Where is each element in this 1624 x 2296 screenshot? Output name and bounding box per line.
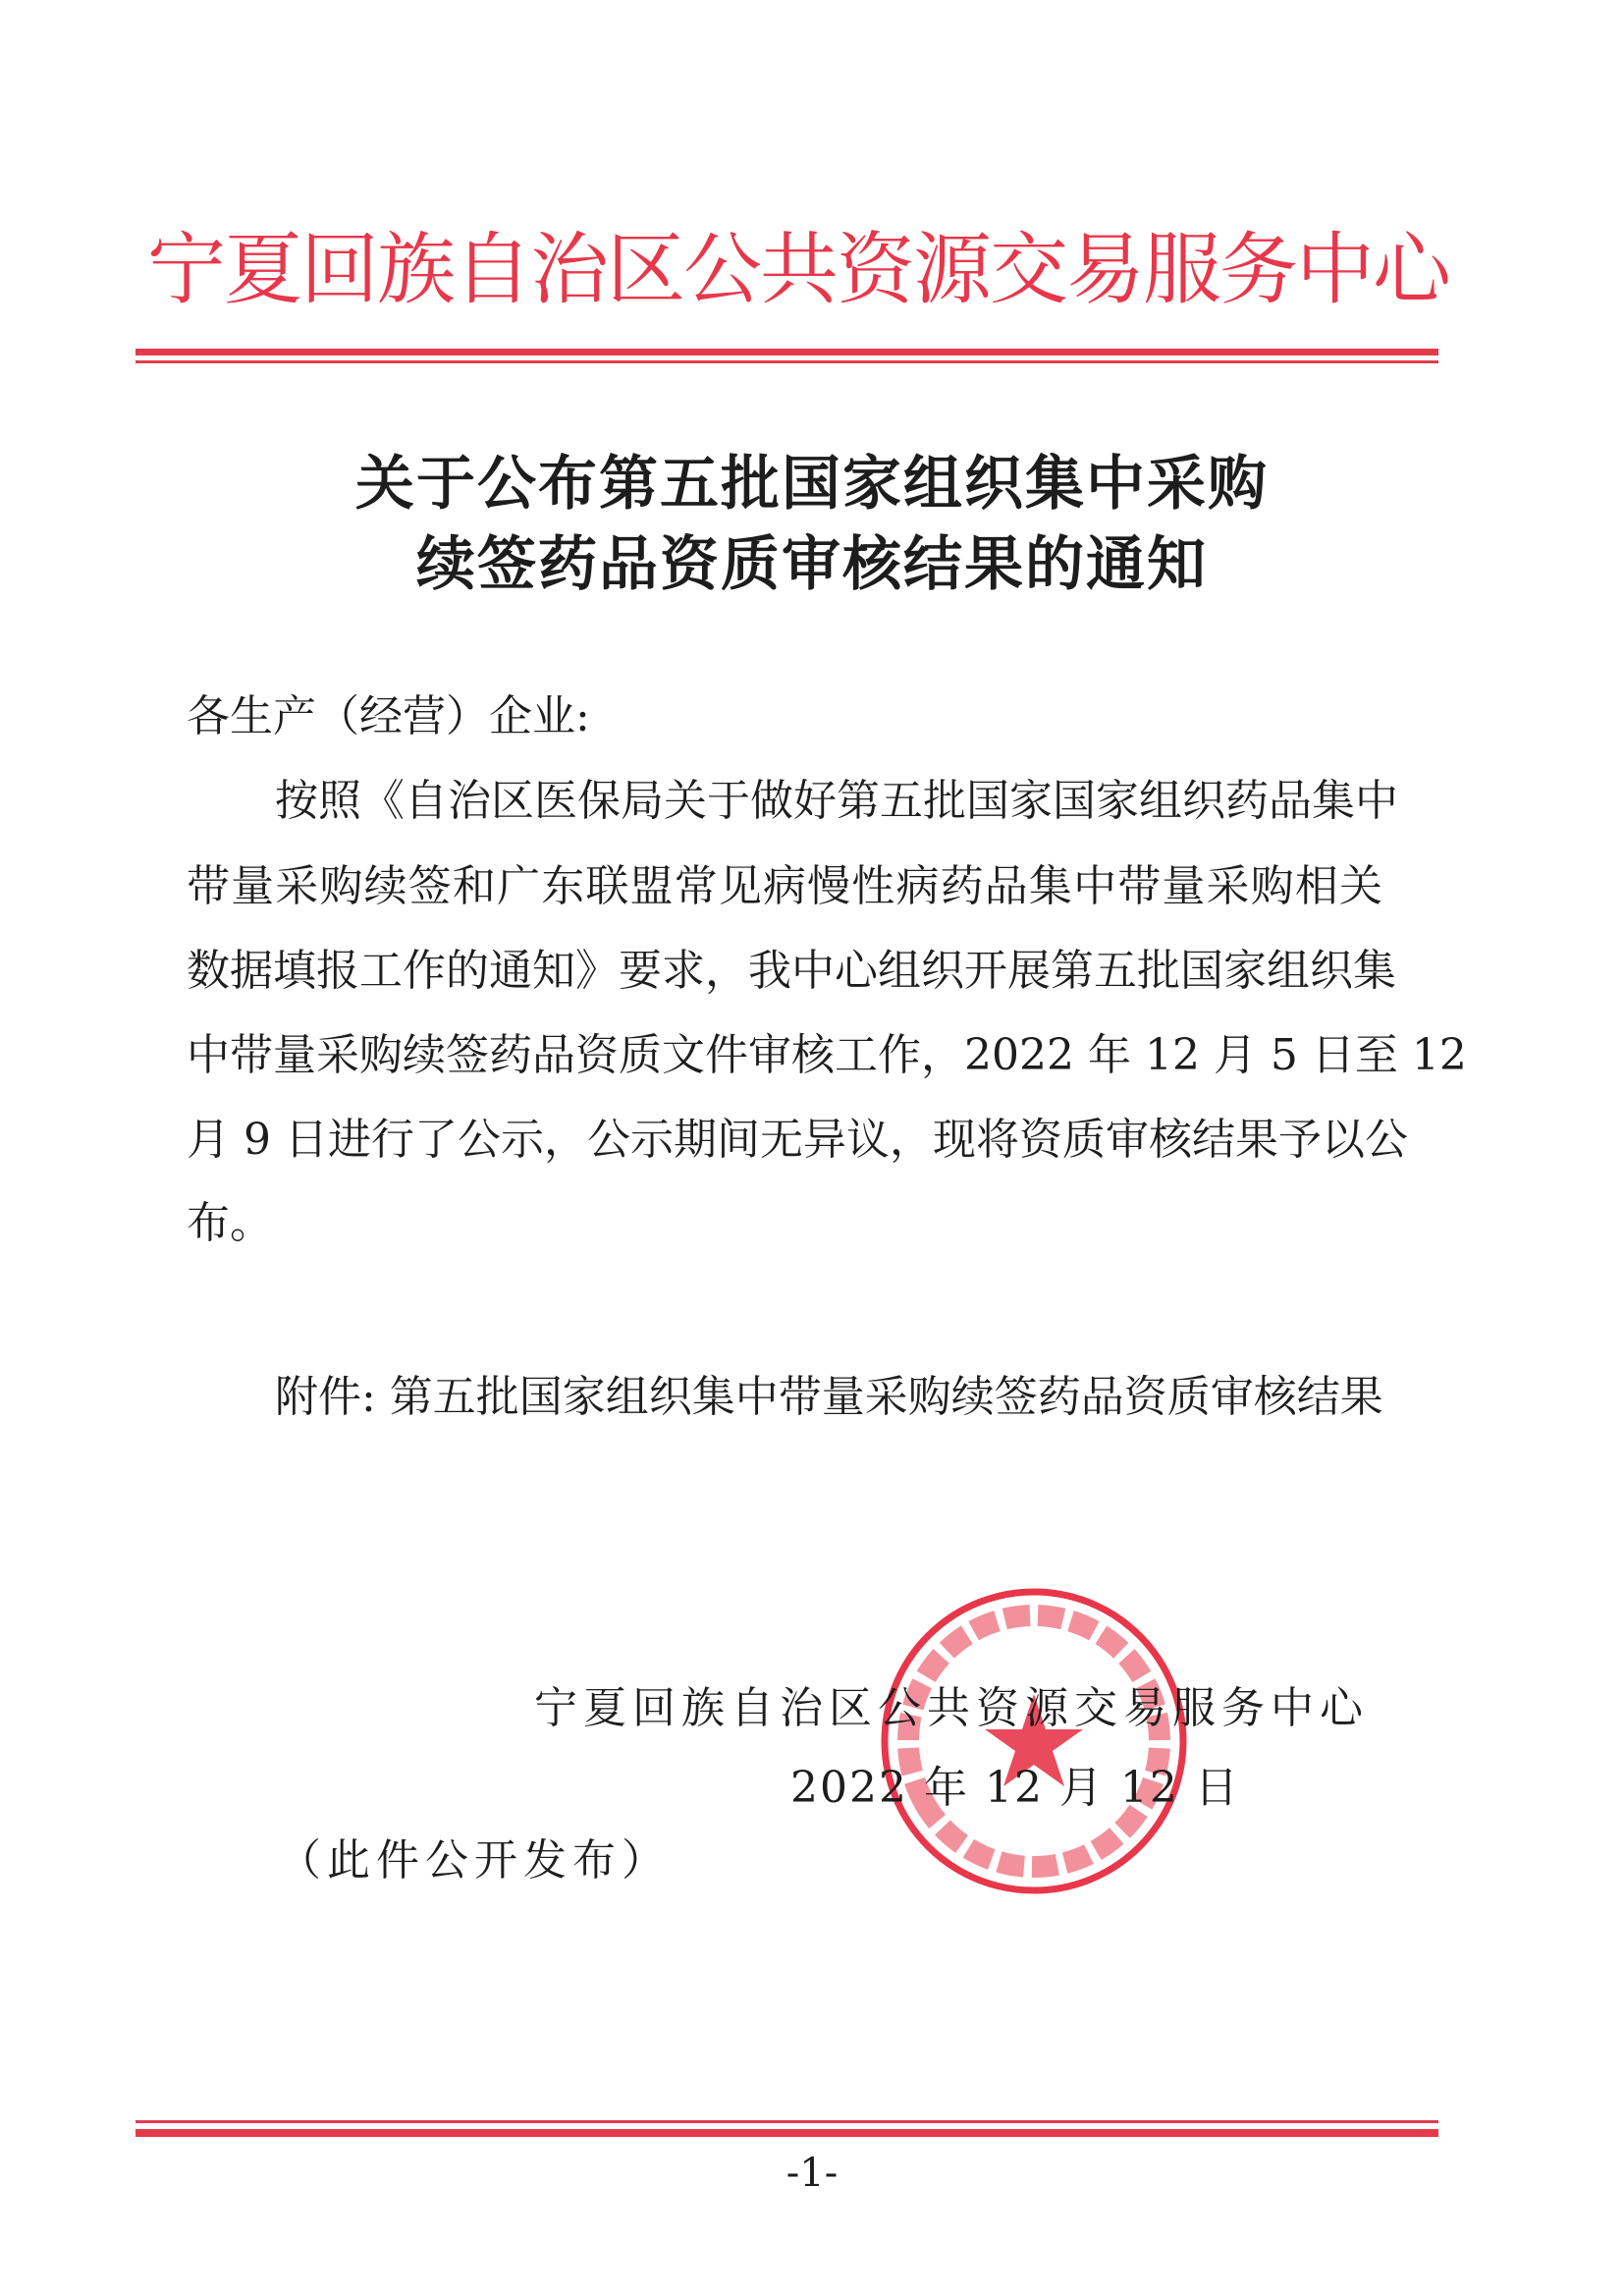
paragraph-line: 按照《自治区医保局关于做好第五批国家国家组织药品集中 [275,776,1398,826]
signature-organization: 宁夏回族自治区公共资源交易服务中心 [534,1683,1369,1733]
disclosure-note: （此件公开发布） [278,1835,671,1886]
letterhead-title: 宁夏回族自治区公共资源交易服务中心 [147,224,1449,315]
official-seal [877,1584,1191,1898]
signature-date: 2022 年 12 月 12 日 [790,1763,1240,1813]
salutation: 各生产（经营）企业: [187,691,590,741]
document-title-line1: 关于公布第五批国家组织集中采购 [355,450,1269,519]
paragraph-line: 布。 [187,1198,273,1248]
page-number: -1- [785,2151,839,2196]
paragraph-line: 带量采购续签和广东联盟常见病慢性病药品集中带量采购相关 [187,861,1382,911]
header-rule-thick [135,349,1438,355]
paragraph-line: 中带量采购续签药品资质文件审核工作，2022 年 12 月 5 日至 12 [187,1030,1467,1080]
paragraph-line: 数据填报工作的通知》要求，我中心组织开展第五批国家组织集 [187,946,1396,996]
document-title-line2: 续签药品资质审核结果的通知 [416,530,1208,599]
attachment-note: 附件: 第五批国家组织集中带量采购续签药品资质审核结果 [275,1372,1383,1422]
footer-rule-thin [135,2120,1438,2123]
footer-rule-thick [135,2129,1438,2137]
paragraph-line: 月 9 日进行了公示，公示期间无异议，现将资质审核结果予以公 [187,1115,1408,1165]
header-rule-thin [135,360,1438,363]
